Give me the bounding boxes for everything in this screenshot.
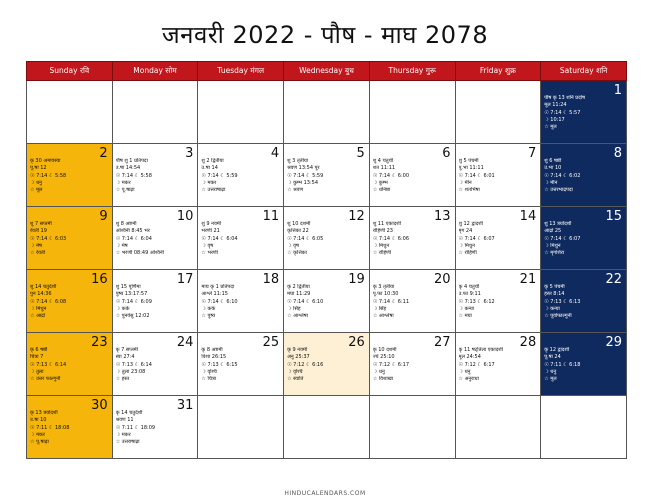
panchang-line: मूल 24:54 [458, 354, 481, 361]
panchang-line: शु 5 पंचमी [458, 158, 479, 164]
day-cell-9[interactable] [27, 207, 113, 270]
panchang-line: रोहिणी 23 [372, 228, 393, 235]
panchang-line: ☉ 7:12 ☾ 6:17 [372, 361, 410, 368]
panchang-line: कृ 2 द्वितीया [287, 284, 310, 290]
panchang-line: ☽ कर्क [201, 305, 216, 312]
day-number: 31 [176, 398, 194, 413]
empty-cell [369, 396, 455, 459]
panchang-line: कृ 11 षट्तिला एकादशी [458, 347, 503, 353]
panchang-line: ☆ पूर्वाफाल्गुनी [544, 313, 572, 320]
panchang-line: ☆ चित्रा [201, 376, 217, 383]
day-number: 18 [262, 272, 280, 287]
panchang-details [116, 410, 195, 446]
day-number: 20 [433, 272, 451, 287]
day-number: 7 [527, 146, 537, 161]
day-cell-17[interactable] [112, 270, 198, 333]
panchang-line: ☽ मिथुन [544, 242, 561, 249]
day-cell-19[interactable] [284, 270, 370, 333]
empty-cell [198, 396, 284, 459]
panchang-line: कृ 6 षष्ठी [30, 347, 48, 353]
day-cell-20[interactable] [369, 270, 455, 333]
panchang-details [373, 221, 452, 257]
panchang-line: शु 7 सप्तमी [30, 221, 52, 227]
panchang-details [459, 347, 538, 383]
day-number: 21 [519, 272, 537, 287]
panchang-details [116, 284, 195, 320]
panchang-line: शत 11:11 [372, 165, 396, 172]
panchang-details [30, 347, 109, 383]
day-cell-31[interactable] [112, 396, 198, 459]
day-cell-6[interactable] [369, 144, 455, 207]
empty-cell [27, 81, 113, 144]
panchang-line: रेवती 19 [30, 228, 47, 235]
weekday-friday: Friday शुक्र [455, 62, 541, 81]
panchang-line: ☽ सिंह [372, 305, 387, 312]
panchang-line: ☆ मूल [30, 187, 43, 194]
panchang-line: ☽ मिथुन [30, 305, 47, 312]
panchang-details [201, 158, 280, 194]
panchang-line: ☽ धनु [372, 368, 385, 375]
day-number: 30 [91, 398, 108, 413]
panchang-line: ☆ भरणी [201, 250, 218, 257]
panchang-line: पू.षा 12 [30, 165, 47, 172]
panchang-line: ☆ श्रवण [287, 187, 304, 194]
day-cell-27[interactable] [369, 333, 455, 396]
panchang-line: ☉ 7:13 ☾ 6:13 [544, 298, 581, 305]
day-number: 10 [176, 209, 194, 224]
empty-cell [284, 396, 370, 459]
panchang-line: माघ कृ 1 प्रतिपदा [201, 284, 235, 290]
panchang-details [373, 284, 452, 320]
panchang-line: पू.भा 11:11 [458, 165, 484, 172]
day-number: 3 [185, 146, 194, 161]
empty-cell [112, 81, 198, 144]
panchang-line: स्वा 27:4 [115, 354, 135, 361]
day-number: 13 [433, 209, 451, 224]
panchang-line: कृ 3 तृतीया [372, 284, 395, 290]
panchang-line: अनु 25:37 [287, 354, 310, 361]
day-number: 19 [348, 272, 365, 287]
panchang-line: ☆ आश्लेषा [372, 313, 394, 320]
panchang-line: ☽ मिथुन [372, 242, 390, 249]
day-cell-3[interactable] [112, 144, 198, 207]
panchang-line: ☆ अनुराधा [458, 376, 479, 383]
day-number: 22 [605, 272, 622, 287]
panchang-line: ☽ तुला [30, 368, 44, 375]
day-cell-26[interactable] [284, 333, 370, 396]
week-row [27, 270, 627, 333]
panchang-line: कृ 4 चतुर्थी [458, 284, 480, 290]
day-cell-29[interactable] [541, 333, 627, 396]
weekday-thursday: Thursday गुरू [369, 62, 455, 81]
week-row [27, 207, 627, 270]
panchang-line: ☉ 7:14 ☾ 5:58 [30, 172, 67, 179]
panchang-line: ☽ मकर [115, 431, 131, 438]
panchang-details [116, 221, 195, 257]
day-cell-13[interactable] [369, 207, 455, 270]
panchang-line: ☆ रोहिणी [372, 250, 392, 257]
panchang-line: ☉ 7:12 ☾ 6:17 [458, 361, 495, 368]
day-number: 23 [91, 335, 108, 350]
panchang-line: शु 11 एकादशी [372, 221, 402, 227]
panchang-line: पौष शु 1 प्रतिपदा [115, 158, 148, 164]
day-number: 16 [91, 272, 108, 287]
panchang-line: ☉ 7:14 ☾ 6:07 [544, 235, 581, 242]
panchang-line: ☆ शतभिषा [458, 187, 480, 194]
panchang-details [544, 284, 623, 320]
panchang-line: ☽ मकर [30, 431, 45, 438]
panchang-line: ☽ कन्या [544, 305, 560, 312]
panchang-details [544, 158, 623, 194]
day-cell-7[interactable] [455, 144, 541, 207]
day-cell-18[interactable] [198, 270, 284, 333]
panchang-line: श्रवण 13:54 पूर [287, 165, 320, 172]
day-cell-22[interactable] [541, 270, 627, 333]
week-row [27, 81, 627, 144]
panchang-line: ☆ पू.षाढ़ा [115, 187, 135, 194]
panchang-details [287, 158, 366, 194]
panchang-line: ☆ स्वाति [287, 376, 304, 383]
panchang-line: ☆ धनिष्ठा [372, 187, 391, 194]
week-row [27, 396, 627, 459]
panchang-details [544, 95, 623, 131]
day-number: 5 [356, 146, 365, 161]
day-cell-2[interactable] [27, 144, 113, 207]
panchang-line: शु 2 द्वितीया [201, 158, 224, 164]
panchang-line: ☉ 7:14 ☾ 5:58 [115, 172, 152, 179]
panchang-line: ☆ रोहिणी [458, 250, 477, 257]
panchang-details [30, 410, 109, 446]
panchang-line: ☆ मघा [458, 313, 472, 320]
panchang-line: ☉ 7:14 ☾ 6:02 [544, 172, 581, 179]
panchang-line: ☽ मिथुन [458, 242, 475, 249]
week-row [27, 333, 627, 396]
panchang-line: ☽ तुला 23:08 [115, 368, 146, 375]
day-cell-8[interactable] [541, 144, 627, 207]
empty-cell [541, 396, 627, 459]
weekday-header-row [27, 62, 627, 81]
day-number: 8 [613, 146, 622, 161]
panchang-line: आर्द्रा 25 [544, 228, 562, 235]
empty-cell [369, 81, 455, 144]
panchang-line: ☉ 7:13 ☾ 6:15 [201, 361, 238, 368]
empty-cell [455, 81, 541, 144]
panchang-line: कृत्तिका 22 [287, 228, 309, 235]
panchang-line: ☆ मृगशिरा [544, 250, 565, 257]
panchang-line: ☽ 10:17 [544, 116, 565, 123]
panchang-line: ज्ये 25:10 [372, 354, 395, 361]
panchang-line: उ.भा 10 [544, 165, 562, 172]
panchang-line: शु 12 द्वादशी [458, 221, 483, 227]
panchang-details [201, 221, 280, 257]
panchang-line: ☉ 7:13 ☾ 6:14 [30, 361, 67, 368]
panchang-line: ☉ 7:13 ☾ 6:14 [115, 361, 152, 368]
panchang-line: कृ 7 सप्तमी [115, 347, 138, 353]
panchang-line: पौष कृ 13 शनि प्रदोष [544, 95, 585, 101]
panchang-line: उ.षा 14 [201, 165, 218, 172]
day-number: 14 [519, 209, 537, 224]
panchang-line: ☉ 7:11 ☾ 18:09 [115, 424, 156, 431]
panchang-line: ☉ 7:14 ☾ 5:59 [201, 172, 238, 179]
panchang-line: ☆ विशाखा [372, 376, 394, 383]
panchang-line: ☉ 7:14 ☾ 6:10 [201, 298, 238, 305]
day-cell-11[interactable] [198, 207, 284, 270]
empty-cell [455, 396, 541, 459]
panchang-line: ☉ 7:14 ☾ 6:05 [287, 235, 324, 242]
panchang-line: हस्त 8:14 [544, 291, 565, 298]
day-number: 1 [613, 83, 622, 98]
day-cell-30[interactable] [27, 396, 113, 459]
panchang-line: शु 13 त्रयोदशी [544, 221, 572, 227]
panchang-line: पुष्य 13:17:57 [115, 291, 148, 298]
day-cell-14[interactable] [455, 207, 541, 270]
panchang-line: ☉ 7:12 ☾ 6:16 [287, 361, 324, 368]
panchang-details [30, 284, 109, 320]
panchang-line: श्रवण 11 [115, 417, 134, 424]
panchang-line: कृ 13 त्रयोदशी [30, 410, 58, 416]
panchang-line: ☉ 7:14 ☾ 5:57 [544, 109, 581, 116]
panchang-line: ☽ वृष [201, 242, 214, 249]
panchang-line: ☆ हस्त [115, 376, 130, 383]
panchang-line: ☆ पुनर्वसु 12:02 [115, 313, 150, 320]
panchang-line: ☆ आर्द्रा [30, 313, 46, 320]
panchang-line: ☆ उत्तराषाढ़ा [115, 439, 140, 446]
panchang-details [459, 284, 538, 320]
panchang-line: ☉ 7:13 ☾ 6:12 [458, 298, 495, 305]
panchang-line: कृ 12 द्वादशी [544, 347, 570, 353]
panchang-line: ☉ 7:14 ☾ 6:04 [115, 235, 152, 242]
panchang-details [287, 221, 366, 257]
panchang-details [287, 347, 366, 383]
panchang-line: कृ 5 पंचमी [544, 284, 565, 290]
panchang-line: अश्विनी 8:45 भर [115, 228, 150, 235]
panchang-line: पू.षा 24 [544, 354, 561, 361]
day-number: 15 [605, 209, 622, 224]
day-number: 29 [605, 335, 622, 350]
weekday-tuesday: Tuesday मंगल [198, 62, 284, 81]
panchang-line: ☆ मूल [544, 376, 557, 383]
panchang-line: भरणी 21 [201, 228, 220, 235]
day-cell-10[interactable] [112, 207, 198, 270]
weekday-sunday: Sunday रवि [27, 62, 113, 81]
panchang-details [30, 158, 109, 194]
panchang-line: ☽ सिंह [287, 305, 301, 312]
panchang-details [373, 347, 452, 383]
panchang-line: ☉ 7:14 ☾ 6:01 [458, 172, 495, 179]
panchang-line: ☽ मेष [30, 242, 42, 249]
panchang-line: ☽ धनु [30, 179, 42, 186]
panchang-details [544, 221, 623, 257]
day-cell-1[interactable] [541, 81, 627, 144]
day-number: 6 [442, 146, 451, 161]
panchang-line: ☉ 7:11 ☾ 18:08 [30, 424, 70, 431]
panchang-line: ☉ 7:14 ☾ 5:59 [287, 172, 324, 179]
panchang-line: ☆ उत्तराषाढ़ा [201, 187, 226, 194]
day-cell-24[interactable] [112, 333, 198, 396]
panchang-line: ☽ वृष [287, 242, 299, 249]
day-number: 26 [348, 335, 365, 350]
panchang-details [459, 158, 538, 194]
panchang-line: कृ 10 दशमी [372, 347, 397, 353]
day-number: 24 [176, 335, 194, 350]
panchang-line: उ.फा 9:11 [458, 291, 481, 298]
panchang-line: ☆ भरणी 08:49 अश्विनी [115, 250, 164, 257]
week-row [27, 144, 627, 207]
panchang-line: ☉ 7:11 ☾ 6:18 [544, 361, 581, 368]
panchang-details [373, 158, 452, 194]
panchang-line: ☽ मेष [115, 242, 128, 249]
panchang-line: ☉ 7:14 ☾ 6:09 [115, 298, 152, 305]
panchang-line: आश्ले 11:15 [201, 291, 228, 298]
panchang-line: ☆ रेवती [30, 250, 46, 257]
panchang-line: कृ 30 अमावस्या [30, 158, 61, 164]
panchang-line: उ.षा 14:54 [115, 165, 141, 172]
panchang-line: ☉ 7:14 ☾ 6:10 [287, 298, 324, 305]
panchang-line: ☽ कुम्भ [372, 179, 388, 186]
panchang-line: ☉ 7:14 ☾ 6:06 [372, 235, 410, 242]
day-number: 27 [433, 335, 451, 350]
panchang-line: शु 10 दशमी [287, 221, 311, 227]
panchang-line: विशा 26:15 [201, 354, 227, 361]
panchang-line: ☽ मकर [115, 179, 131, 186]
panchang-line: ☆ पुष्य [201, 313, 215, 320]
panchang-line: ☆ आश्लेषा [287, 313, 308, 320]
panchang-line: शु 3 तृतीया [287, 158, 309, 164]
panchang-line: कृ 8 अष्टमी [201, 347, 223, 353]
weekday-saturday: Saturday शनि [541, 62, 627, 81]
panchang-line: ☉ 7:14 ☾ 6:07 [458, 235, 495, 242]
day-cell-25[interactable] [198, 333, 284, 396]
panchang-details [201, 284, 280, 320]
panchang-line: ☉ 7:14 ☾ 6:00 [372, 172, 410, 179]
panchang-line: ☆ मूल [544, 124, 557, 131]
panchang-details [201, 347, 280, 383]
day-cell-21[interactable] [455, 270, 541, 333]
panchang-line: शु 8 अष्टमी [115, 221, 137, 227]
page-title: जनवरी 2022 - पौष - माघ 2078 [161, 21, 489, 49]
panchang-line: शु 6 षष्ठी [544, 158, 562, 164]
day-cell-4[interactable] [198, 144, 284, 207]
panchang-line: मूल 11:24 [544, 102, 567, 109]
panchang-line: ☉ 7:14 ☾ 6:03 [30, 235, 67, 242]
day-cell-23[interactable] [27, 333, 113, 396]
day-number: 2 [99, 146, 108, 161]
panchang-line: शु 15 पूर्णिमा [115, 284, 141, 290]
panchang-line: कृ 14 चतुर्दशी [115, 410, 143, 416]
panchang-line: ☆ उत्तर फाल्गुनी [30, 376, 61, 383]
day-number: 4 [270, 146, 280, 161]
panchang-line: चित्रा 7 [30, 354, 44, 361]
panchang-line: ☽ मीन [458, 179, 472, 186]
day-cell-16[interactable] [27, 270, 113, 333]
panchang-line: ☽ कुम्भ 13:54 [287, 179, 319, 186]
panchang-line: ☉ 7:14 ☾ 6:11 [372, 298, 410, 305]
empty-cell [198, 81, 284, 144]
day-number: 11 [262, 209, 280, 224]
panchang-details [116, 347, 195, 383]
day-cell-12[interactable] [284, 207, 370, 270]
panchang-line: ☽ धनु [458, 368, 471, 375]
empty-cell [284, 81, 370, 144]
day-cell-15[interactable] [541, 207, 627, 270]
weekday-monday: Monday सोम [112, 62, 198, 81]
panchang-line: ☆ पू.षाढ़ा [30, 439, 49, 446]
panchang-details [30, 221, 109, 257]
weekday-wednesday: Wednesday बुध [284, 62, 370, 81]
day-number: 25 [262, 335, 280, 350]
day-number: 9 [99, 209, 108, 224]
day-cell-28[interactable] [455, 333, 541, 396]
site-footer: HINDUCALENDARS.COM [284, 490, 366, 497]
panchang-line: ☽ कर्क [115, 305, 130, 312]
day-cell-5[interactable] [284, 144, 370, 207]
panchang-line: पुन 14:36 [30, 291, 52, 298]
panchang-line: ☽ मकर [201, 179, 217, 186]
panchang-line: शु 4 चतुर्थी [372, 158, 394, 164]
panchang-details [287, 284, 366, 320]
calendar-grid [26, 61, 627, 459]
panchang-line: शु 9 नवमी [201, 221, 222, 227]
panchang-line: कृ 9 नवमी [287, 347, 308, 353]
panchang-line: ☆ उत्तरभाद्रपदा [544, 187, 573, 194]
day-number: 28 [519, 335, 537, 350]
panchang-line: ☽ धनु [544, 368, 557, 375]
panchang-details [544, 347, 623, 383]
panchang-line: मृग 24 [458, 228, 473, 235]
day-number: 12 [348, 209, 365, 224]
panchang-line: ☽ मीन [544, 179, 558, 186]
panchang-line: ☉ 7:14 ☾ 6:08 [30, 298, 67, 305]
panchang-details [459, 221, 538, 257]
panchang-line: पू.फा 10:30 [372, 291, 399, 298]
panchang-line: शु 14 चतुर्दशी [30, 284, 57, 290]
panchang-line: ☉ 7:14 ☾ 6:04 [201, 235, 238, 242]
panchang-line: ☽ वृश्चि [287, 368, 303, 375]
panchang-line: उ.षा 10 [30, 417, 47, 424]
panchang-line: ☽ कन्या [458, 305, 475, 312]
panchang-line: ☽ वृश्चि [201, 368, 217, 375]
panchang-line: ☆ कृत्तिका [287, 250, 307, 257]
panchang-line: मघा 11:29 [287, 291, 311, 298]
day-number: 17 [176, 272, 194, 287]
panchang-details [116, 158, 195, 194]
